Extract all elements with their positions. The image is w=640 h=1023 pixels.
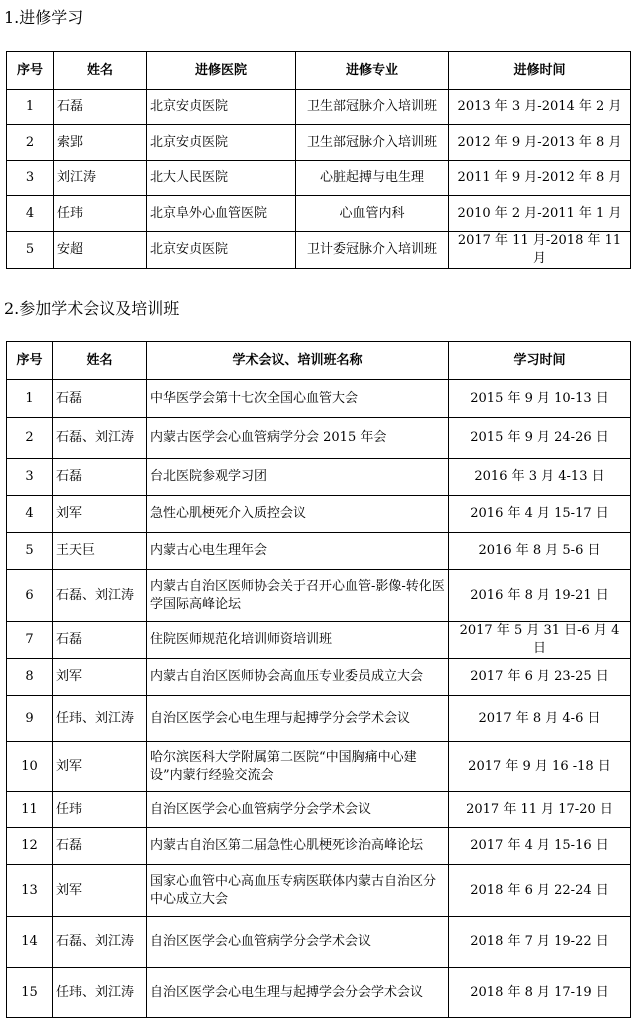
cell-name: 石磊 (53, 459, 147, 496)
cell-hospital: 北大人民医院 (147, 161, 296, 196)
cell-period: 2013 年 3 月-2014 年 2 月 (449, 90, 631, 125)
cell-conference: 台北医院参观学习团 (147, 459, 449, 496)
cell-period: 2011 年 9 月-2012 年 8 月 (449, 161, 631, 196)
cell-index: 5 (7, 232, 54, 269)
cell-specialty: 心血管内科 (296, 196, 449, 232)
cell-hospital: 北京阜外心血管医院 (147, 196, 296, 232)
conference-table (6, 341, 631, 1018)
cell-study-time: 2017 年 5 月 31 日-6 月 4 日 (449, 622, 631, 659)
cell-name: 任玮 (54, 196, 147, 232)
cell-study-time: 2017 年 8 月 4-6 日 (449, 696, 631, 742)
cell-hospital: 北京安贞医院 (147, 90, 296, 125)
table-row (7, 865, 631, 917)
table-header-row (7, 52, 631, 90)
cell-conference: 住院医师规范化培训师资培训班 (147, 622, 449, 659)
cell-specialty: 心脏起搏与电生理 (296, 161, 449, 196)
cell-period: 2012 年 9 月-2013 年 8 月 (449, 125, 631, 161)
cell-study-time: 2016 年 8 月 19-21 日 (449, 570, 631, 622)
header-hospital: 进修医院 (147, 52, 296, 90)
header-name: 姓名 (54, 52, 147, 90)
cell-name: 刘军 (53, 865, 147, 917)
table-row (7, 232, 631, 269)
table-row (7, 622, 631, 659)
cell-name: 石磊 (53, 828, 147, 865)
cell-specialty: 卫生部冠脉介入培训班 (296, 125, 449, 161)
cell-conference: 自治区医学会心血管病学分会学术会议 (147, 792, 449, 828)
cell-index: 14 (7, 917, 53, 968)
table-row (7, 533, 631, 570)
cell-hospital: 北京安贞医院 (147, 125, 296, 161)
cell-name: 刘军 (53, 659, 147, 696)
cell-name: 石磊 (54, 90, 147, 125)
table-row (7, 659, 631, 696)
cell-name: 任玮、刘江涛 (53, 968, 147, 1018)
cell-conference: 自治区医学会心电生理与起搏学会分会学术会议 (147, 968, 449, 1018)
section-title-conferences: 2.参加学术会议及培训班 (4, 299, 180, 318)
cell-index: 6 (7, 570, 53, 622)
cell-name: 石磊、刘江涛 (53, 418, 147, 459)
cell-name: 石磊 (53, 380, 147, 418)
cell-name: 王天巨 (53, 533, 147, 570)
cell-study-time: 2015 年 9 月 10-13 日 (449, 380, 631, 418)
cell-conference: 国家心血管中心高血压专病医联体内蒙古自治区分中心成立大会 (147, 865, 449, 917)
cell-index: 3 (7, 459, 53, 496)
cell-name: 刘军 (53, 496, 147, 533)
cell-index: 9 (7, 696, 53, 742)
cell-index: 3 (7, 161, 54, 196)
cell-study-time: 2017 年 11 月 17-20 日 (449, 792, 631, 828)
cell-conference: 急性心肌梗死介入质控会议 (147, 496, 449, 533)
table-row (7, 696, 631, 742)
section-title-training: 1.进修学习 (4, 8, 84, 27)
header-study-time: 学习时间 (449, 342, 631, 380)
cell-conference: 内蒙古自治区第二届急性心肌梗死诊治高峰论坛 (147, 828, 449, 865)
cell-name: 刘江涛 (54, 161, 147, 196)
cell-conference: 哈尔滨医科大学附属第二医院“中国胸痛中心建设”内蒙行经验交流会 (147, 742, 449, 792)
cell-index: 13 (7, 865, 53, 917)
cell-conference: 自治区医学会心血管病学分会学术会议 (147, 917, 449, 968)
cell-study-time: 2017 年 6 月 23-25 日 (449, 659, 631, 696)
cell-index: 4 (7, 496, 53, 533)
table-row (7, 161, 631, 196)
cell-index: 2 (7, 418, 53, 459)
table-row (7, 459, 631, 496)
cell-index: 1 (7, 90, 54, 125)
cell-study-time: 2015 年 9 月 24-26 日 (449, 418, 631, 459)
cell-conference: 内蒙古自治区医师协会关于召开心血管-影像-转化医学国际高峰论坛 (147, 570, 449, 622)
cell-specialty: 卫生部冠脉介入培训班 (296, 90, 449, 125)
header-conference: 学术会议、培训班名称 (147, 342, 449, 380)
cell-conference: 内蒙古自治区医师协会高血压专业委员成立大会 (147, 659, 449, 696)
table-row (7, 496, 631, 533)
cell-index: 1 (7, 380, 53, 418)
header-name: 姓名 (53, 342, 147, 380)
cell-study-time: 2018 年 7 月 19-22 日 (449, 917, 631, 968)
cell-index: 4 (7, 196, 54, 232)
cell-study-time: 2018 年 6 月 22-24 日 (449, 865, 631, 917)
cell-name: 索郢 (54, 125, 147, 161)
cell-study-time: 2018 年 8 月 17-19 日 (449, 968, 631, 1018)
cell-name: 石磊、刘江涛 (53, 570, 147, 622)
table-row (7, 570, 631, 622)
table-row (7, 792, 631, 828)
cell-conference: 内蒙古医学会心血管病学分会 2015 年会 (147, 418, 449, 459)
cell-index: 7 (7, 622, 53, 659)
cell-period: 2017 年 11 月-2018 年 11 月 (449, 232, 631, 269)
cell-index: 11 (7, 792, 53, 828)
cell-study-time: 2017 年 9 月 16 -18 日 (449, 742, 631, 792)
table-header-row (7, 342, 631, 380)
cell-index: 12 (7, 828, 53, 865)
cell-index: 5 (7, 533, 53, 570)
table-row (7, 828, 631, 865)
cell-conference: 中华医学会第十七次全国心血管大会 (147, 380, 449, 418)
cell-index: 8 (7, 659, 53, 696)
cell-study-time: 2016 年 8 月 5-6 日 (449, 533, 631, 570)
cell-study-time: 2016 年 4 月 15-17 日 (449, 496, 631, 533)
table-row (7, 380, 631, 418)
header-index: 序号 (7, 52, 54, 90)
cell-conference: 自治区医学会心电生理与起搏学分会学术会议 (147, 696, 449, 742)
cell-study-time: 2017 年 4 月 15-16 日 (449, 828, 631, 865)
table-row (7, 90, 631, 125)
cell-study-time: 2016 年 3 月 4-13 日 (449, 459, 631, 496)
header-index: 序号 (7, 342, 53, 380)
cell-name: 任玮、刘江涛 (53, 696, 147, 742)
header-period: 进修时间 (449, 52, 631, 90)
header-specialty: 进修专业 (296, 52, 449, 90)
cell-name: 安超 (54, 232, 147, 269)
cell-specialty: 卫计委冠脉介入培训班 (296, 232, 449, 269)
table-row (7, 968, 631, 1018)
cell-name: 石磊 (53, 622, 147, 659)
table-row (7, 196, 631, 232)
table-row (7, 917, 631, 968)
cell-index: 10 (7, 742, 53, 792)
table-row (7, 742, 631, 792)
cell-conference: 内蒙古心电生理年会 (147, 533, 449, 570)
table-row (7, 418, 631, 459)
cell-name: 石磊、刘江涛 (53, 917, 147, 968)
cell-index: 15 (7, 968, 53, 1018)
cell-hospital: 北京安贞医院 (147, 232, 296, 269)
training-table (6, 51, 631, 269)
cell-index: 2 (7, 125, 54, 161)
cell-name: 刘军 (53, 742, 147, 792)
cell-name: 任玮 (53, 792, 147, 828)
cell-period: 2010 年 2 月-2011 年 1 月 (449, 196, 631, 232)
table-row (7, 125, 631, 161)
